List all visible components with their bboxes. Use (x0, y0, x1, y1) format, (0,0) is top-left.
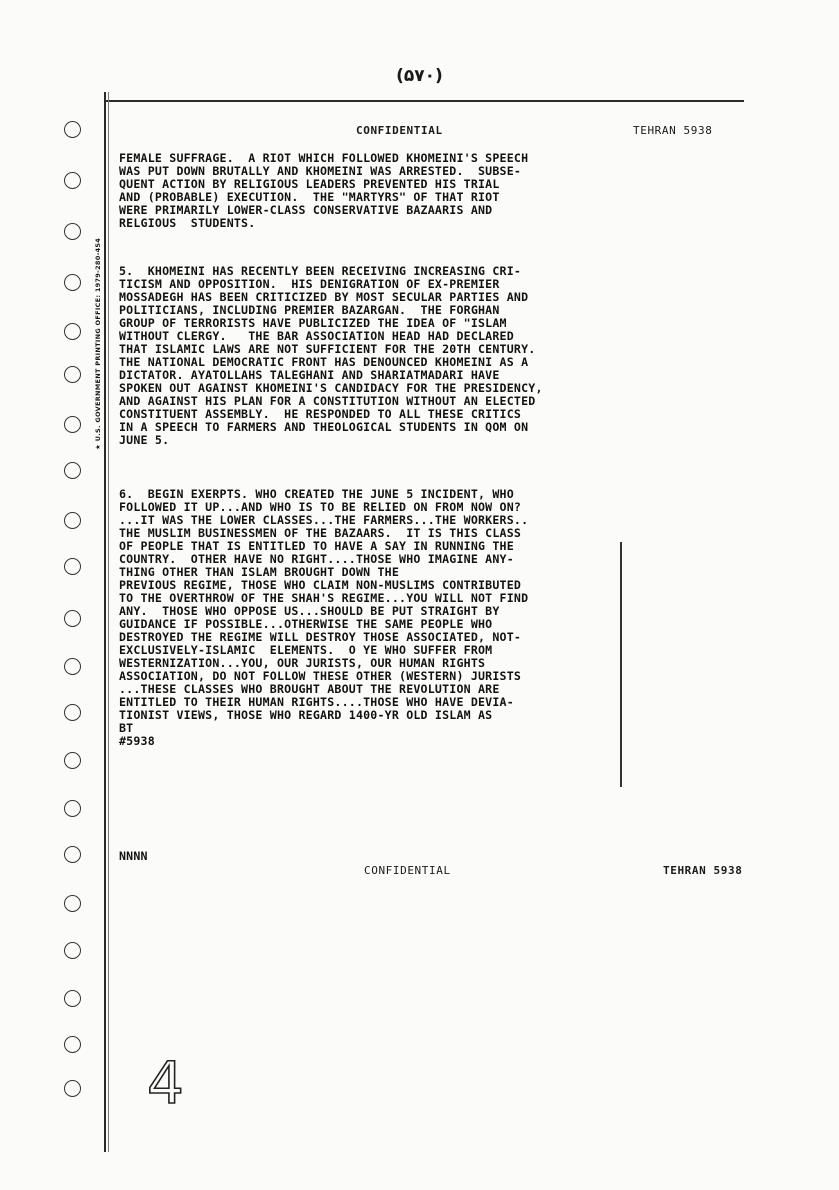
feed-hole (64, 274, 81, 291)
margin-rule-inner (108, 92, 109, 1152)
header-classification: CONFIDENTIAL (356, 124, 443, 137)
header-reference: TEHRAN 5938 (633, 124, 713, 137)
gpo-stamp: ★ U.S. GOVERNMENT PRINTING OFFICE: 1979-280-454 (94, 237, 102, 450)
feed-hole (64, 942, 81, 959)
feed-hole (64, 990, 81, 1007)
paragraph-female-suffrage: FEMALE SUFFRAGE. A RIOT WHICH FOLLOWED KHOMEINI'S SPEECH WAS PUT DOWN BRUTALLY AND KHOMEINI WAS ARRESTED. SUBSE- QUENT ACTION BY RELIGIOUS LEADERS PREVENTED HIS TRIAL AND (PROBABLE) EXECUTION. THE "MARTYRS" OF THAT RIOT WERE PRIMARILY LOWER-CLASS CONSERVATIVE BAZAARIS AND RELGIOUS STUDENTS. (119, 151, 529, 230)
feed-hole (64, 1036, 81, 1053)
page-number: (۵۷۰) (396, 66, 443, 86)
feed-hole (64, 366, 81, 383)
feed-hole (64, 416, 81, 433)
feed-hole (64, 752, 81, 769)
feed-hole (64, 800, 81, 817)
feed-hole (64, 223, 81, 240)
handwritten-number: 4 (147, 1049, 184, 1117)
paragraph-5: 5. KHOMEINI HAS RECENTLY BEEN RECEIVING INCREASING CRI- TICISM AND OPPOSITION. HIS DENIGRATION OF EX-PREMIER MOSSADEGH HAS BEEN CRITICIZED BY MOST SECULAR PARTIES AND POLITICIANS, INCLUDING PREMIER BAZARGAN. THE FORGHAN GROUP OF TERRORISTS HAVE PUBLICIZED THE IDEA OF "ISLAM WITHOUT CLERGY. THE BAR ASSOCIATION HEAD HAD DECLARED THAT ISLAMIC LAWS ARE NOT SUFFICIENT FOR THE 20TH CENTURY. THE NATIONAL DEMOCRATIC FRONT HAS DENOUNCED KHOMEINI AS A DICTATOR. AYATOLLAHS TALEGHANI AND SHARIATMADARI HAVE SPOKEN OUT AGAINST KHOMEINI'S CANDIDACY FOR THE PRESIDENCY, AND AGAINST HIS PLAN FOR A CONSTITUTION WITHOUT AN ELECTED CONSTITUENT ASSEMBLY. HE RESPONDED TO ALL THESE CRITICS IN A SPEECH TO FARMERS AND THEOLOGICAL STUDENTS IN QOM ON JUNE 5. (119, 264, 543, 447)
footer-reference: TEHRAN 5938 (663, 864, 743, 877)
feed-hole (64, 658, 81, 675)
feed-hole (64, 323, 81, 340)
feed-hole (64, 610, 81, 627)
footer-classification: CONFIDENTIAL (364, 864, 451, 877)
end-marker: NNNN (119, 849, 148, 863)
feed-hole (64, 846, 81, 863)
feed-hole (64, 1080, 81, 1097)
scan-artifact-line (620, 542, 622, 787)
feed-hole (64, 462, 81, 479)
paragraph-6: 6. BEGIN EXERPTS. WHO CREATED THE JUNE 5 INCIDENT, WHO FOLLOWED IT UP...AND WHO IS TO BE RELIED ON FROM NOW ON? ...IT WAS THE LOWER CLASSES...THE FARMERS...THE WORKERS.. THE MUSLIM BUSINESSMEN OF THE BAZAARS. IT IS THIS CLASS OF PEOPLE THAT IS ENTITLED TO HAVE A SAY IN RUNNING THE COUNTRY. OTHER HAVE NO RIGHT....THOSE WHO IMAGINE ANY- THING OTHER THAN ISLAM BROUGHT DOWN THE PREVIOUS REGIME, THOSE WHO CLAIM NON-MUSLIMS CONTRIBUTED TO THE OVERTHROW OF THE SHAH'S REGIME...YOU WILL NOT FIND ANY. THOSE WHO OPPOSE US...SHOULD BE PUT STRAIGHT BY GUIDANCE IF POSSIBLE...OTHERWISE THE SAME PEOPLE WHO DESTROYED THE REGIME WILL DESTROY THOSE ASSOCIATED, NOT- EXCLUSIVELY-ISLAMIC ELEMENTS. O YE WHO SUFFER FROM WESTERNIZATION...YOU, OUR JURISTS, OUR HUMAN RIGHTS ASSOCIATION, DO NOT FOLLOW THESE OTHER (WESTERN) JURISTS ...THESE CLASSES WHO BROUGHT ABOUT THE REVOLUTION ARE ENTITLED TO THEIR HUMAN RIGHTS....THOSE WHO HAVE DEVIA- TIONIST VIEWS, THOSE WHO REGARD 1400-YR OLD ISLAM AS BT #5938 (119, 487, 529, 748)
feed-hole (64, 704, 81, 721)
margin-rule (104, 92, 106, 1152)
top-rule (104, 100, 744, 102)
feed-hole (64, 172, 81, 189)
feed-hole (64, 512, 81, 529)
feed-hole (64, 558, 81, 575)
feed-hole (64, 121, 81, 138)
feed-hole (64, 895, 81, 912)
